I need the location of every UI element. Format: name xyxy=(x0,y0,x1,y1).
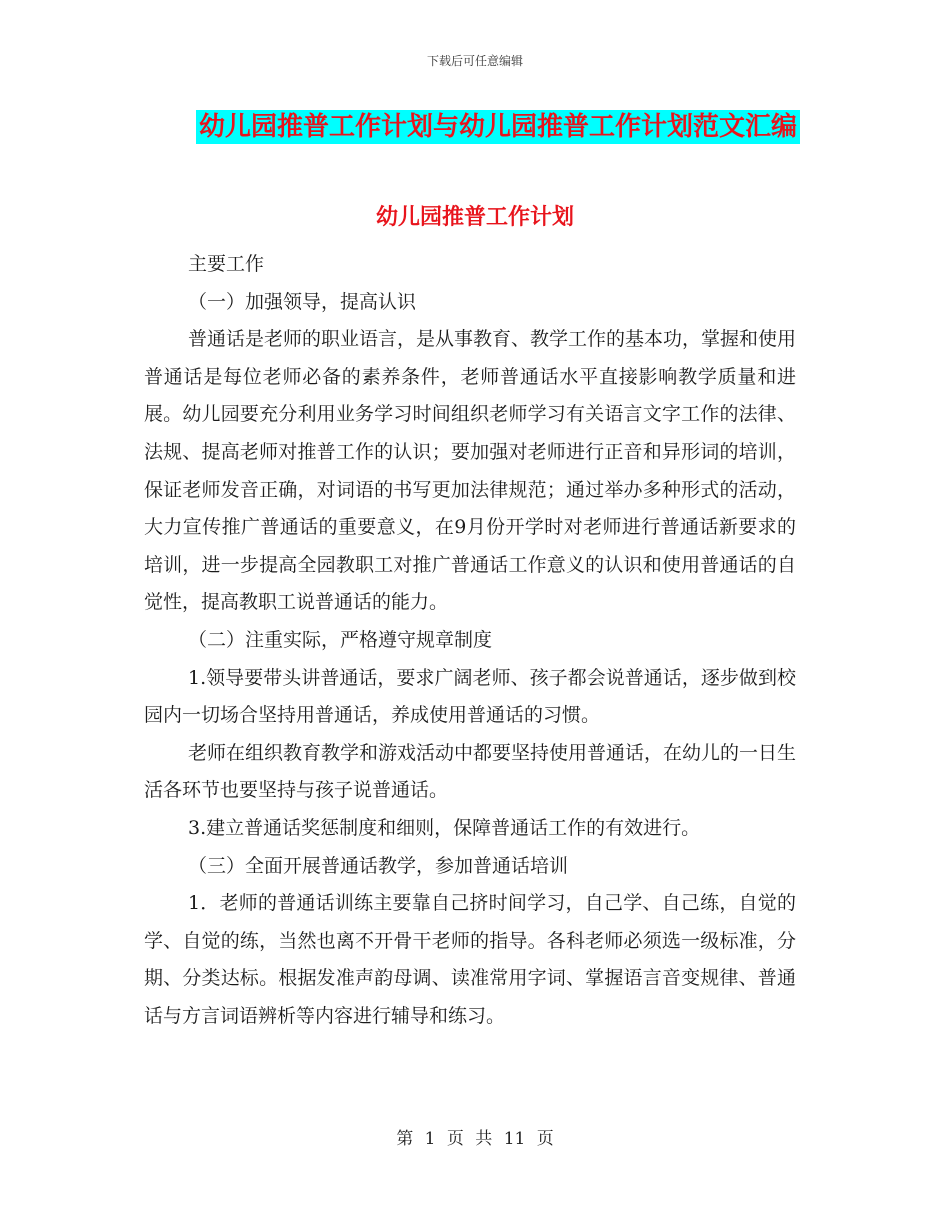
section-title: 幼儿园推普工作计划 xyxy=(375,204,574,230)
page-footer: 第 1 页 共 11 页 xyxy=(396,1129,554,1149)
paragraph: 1．老师的普通话训练主要靠自己挤时间学习，自己学、自己练，自觉的学、自觉的练，当然也离不开骨干老师的指导。各科老师必须选一级标准，分期、分类达标。根据发准声韵母调、读准常用字词、掌握语言音变规律、普通话与方言词语辨析等内容进行辅导和练习。 xyxy=(144,892,796,1027)
document-body xyxy=(144,246,796,1035)
paragraph: 普通话是老师的职业语言，是从事教育、教学工作的基本功，掌握和使用普通话是每位老师必备的素养条件，老师普通话水平直接影响教学质量和进展。幼儿园要充分利用业务学习时间组织老师学习有关语言文字工作的法律、法规、提高老师对推普工作的认识；要加强对老师进行正音和异形词的培训，保证老师发音正确，对词语的书写更加法律规范；通过举办多种形式的活动，大力宣传推广普通话的重要意义，在9月份开学时对老师进行普通话新要求的培训，进一步提高全园教职工对推广普通话工作意义的认识和使用普通话的自觉性，提高教职工说普通话的能力。 xyxy=(144,328,797,614)
header-note: 下载后可任意编辑 xyxy=(426,54,523,68)
paragraph-heading-2: （二）注重实际，严格遵守规章制度 xyxy=(188,628,493,651)
paragraph: 3.建立普通话奖惩制度和细则，保障普通话工作的有效进行。 xyxy=(188,816,701,839)
paragraph: 老师在组织教育教学和游戏活动中都要坚持使用普通话，在幼儿的一日生活各环节也要坚持与孩子说普通话。 xyxy=(144,741,797,802)
paragraph-heading-1: （一）加强领导，提高认识 xyxy=(188,290,417,313)
document-title: 幼儿园推普工作计划与幼儿园推普工作计划范文汇编 xyxy=(196,110,800,144)
paragraph: 1.领导要带头讲普通话，要求广阔老师、孩子都会说普通话，逐步做到校园内一切场合坚持用普通话，养成使用普通话的习惯。 xyxy=(144,666,796,727)
paragraph-heading-3: （三）全面开展普通话教学，参加普通话培训 xyxy=(188,854,569,877)
paragraph-heading-main: 主要工作 xyxy=(188,253,265,275)
